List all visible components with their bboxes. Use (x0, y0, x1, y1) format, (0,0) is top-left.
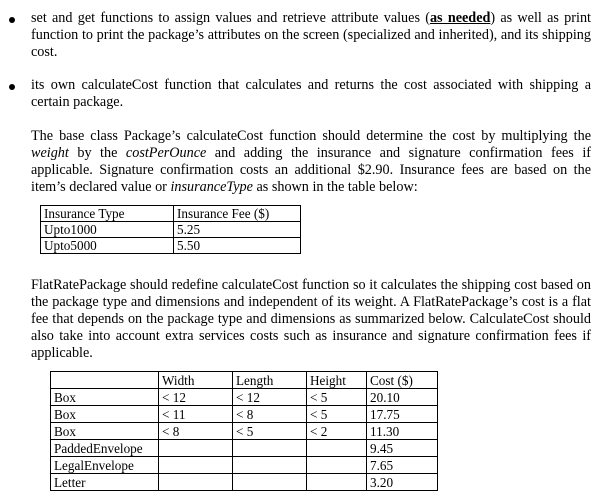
table-cell: < 2 (307, 423, 367, 440)
table-row (51, 474, 438, 491)
table-cell (159, 440, 233, 457)
para-text: as shown in the table below: (252, 179, 418, 195)
table-cell: < 5 (307, 389, 367, 406)
table-header-row (41, 206, 301, 222)
table-row (51, 440, 438, 457)
table-cell: < 11 (159, 406, 233, 423)
table-cell: Upto1000 (41, 222, 174, 238)
flat-rate-table (50, 371, 438, 491)
table-cell (307, 474, 367, 491)
emphasis-as-needed: as needed (429, 10, 491, 26)
table-cell: < 8 (233, 406, 307, 423)
table-cell: Letter (51, 474, 159, 491)
bullet-dot (9, 84, 15, 90)
table-cell: LegalEnvelope (51, 457, 159, 474)
table-cell: 5.25 (174, 222, 301, 238)
table-cell: < 5 (307, 406, 367, 423)
term-insurancetype: insuranceType (170, 179, 253, 195)
table-row (51, 423, 438, 440)
table-cell (159, 457, 233, 474)
para-text: by the (68, 145, 126, 161)
table-header (51, 372, 159, 389)
table-cell: Box (51, 406, 159, 423)
insurance-table (40, 205, 301, 254)
bullet-text: ) as well as print function to print the package’s attributes on the screen (specialized and inherited), and its shipping cost. (31, 10, 591, 60)
table-cell (233, 457, 307, 474)
table-cell (233, 474, 307, 491)
table-header: Insurance Type (41, 206, 174, 222)
table-row (41, 222, 301, 238)
para-text: and adding the insurance and signature confirmation fees if applicable. Signature confirmation costs an additional $2.90. Insurance fees are based on the item’s declared value or (31, 145, 591, 195)
table-header: Cost ($) (367, 372, 438, 389)
table-cell: PaddedEnvelope (51, 440, 159, 457)
bullet-dot (9, 17, 15, 23)
table-cell (159, 474, 233, 491)
table-cell (233, 440, 307, 457)
table-row (51, 457, 438, 474)
table-header: Height (307, 372, 367, 389)
table-cell: < 12 (159, 389, 233, 406)
table-cell: < 8 (159, 423, 233, 440)
table-cell: Upto5000 (41, 238, 174, 254)
table-cell: 9.45 (367, 440, 438, 457)
bullet-item-setget (31, 10, 591, 61)
table-cell: 20.10 (367, 389, 438, 406)
table-cell (307, 440, 367, 457)
table-cell: 5.50 (174, 238, 301, 254)
table-cell: Box (51, 389, 159, 406)
para-text: The base class Package’s calculateCost function should determine the cost by multiplying the (31, 128, 591, 144)
table-cell: 11.30 (367, 423, 438, 440)
table-header-row (51, 372, 438, 389)
bullet-text: set and get functions to assign values and retrieve attribute values ( (31, 10, 430, 26)
table-cell: Box (51, 423, 159, 440)
table-header: Length (233, 372, 307, 389)
term-weight: weight (31, 145, 69, 161)
bullet-item-calculatecost: its own calculateCost function that calculates and returns the cost associated with shipping a certain package. (31, 77, 591, 110)
table-cell: 3.20 (367, 474, 438, 491)
table-cell: < 12 (233, 389, 307, 406)
table-cell (307, 457, 367, 474)
paragraph-base-class (31, 128, 591, 196)
table-row (51, 406, 438, 423)
table-cell: 7.65 (367, 457, 438, 474)
term-costperounce: costPerOunce (125, 145, 207, 161)
table-row (41, 238, 301, 254)
paragraph-flatrate: FlatRatePackage should redefine calculateCost function so it calculates the shipping cost based on the package type and dimensions and independent of its weight. A FlatRatePackage’s cost is a flat fee that depends on the package type and dimensions as summarized below. CalculateCost should also take into account extra services costs such as insurance and signature confirmation fees if applicable. (31, 277, 591, 361)
table-header: Width (159, 372, 233, 389)
table-header: Insurance Fee ($) (174, 206, 301, 222)
table-row (51, 389, 438, 406)
table-cell: 17.75 (367, 406, 438, 423)
table-cell: < 5 (233, 423, 307, 440)
